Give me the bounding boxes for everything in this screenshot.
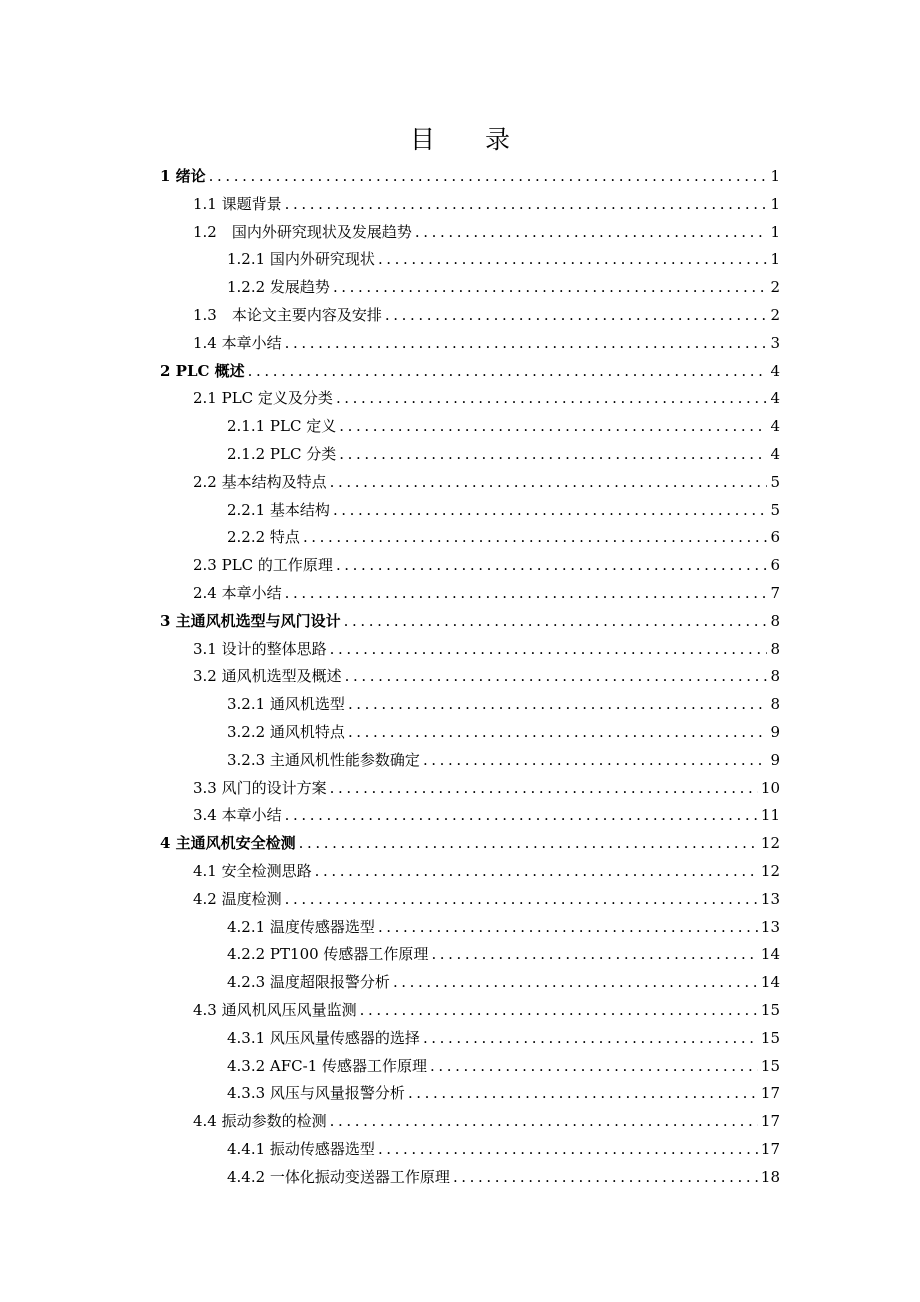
dot-leader xyxy=(431,942,757,966)
dot-leader xyxy=(336,553,768,577)
toc-entry-title: 4.3 通风机风压风量监测 xyxy=(193,1001,357,1019)
toc-entry-title: 3 主通风机选型与风门设计 xyxy=(160,611,341,630)
toc-page-number: 13 xyxy=(760,917,780,936)
dot-leader xyxy=(378,247,768,271)
toc-page-number: 4 xyxy=(770,389,780,408)
toc-page-number: 17 xyxy=(760,1084,780,1103)
dot-leader xyxy=(336,386,768,410)
toc-entry[interactable] xyxy=(160,359,780,383)
dot-leader xyxy=(285,192,768,216)
toc-entry[interactable] xyxy=(193,470,780,494)
dot-leader xyxy=(333,275,768,299)
toc-entry[interactable] xyxy=(160,831,780,855)
dot-leader xyxy=(339,414,767,438)
toc-page-number: 12 xyxy=(760,862,780,880)
toc-page-number: 11 xyxy=(760,806,780,825)
dot-leader xyxy=(248,359,768,383)
toc-entry-title: 2.1.1 PLC 定义 xyxy=(227,417,337,436)
dot-leader xyxy=(330,637,768,661)
toc-entry-title: 3.2.2 通风机特点 xyxy=(227,723,345,741)
toc-entry[interactable] xyxy=(193,581,780,605)
toc-entry-title: 3.3 风门的设计方案 xyxy=(193,778,327,797)
toc-entry[interactable] xyxy=(193,220,780,244)
toc-title: 目 录 xyxy=(409,125,510,154)
toc-entry[interactable] xyxy=(227,692,780,716)
toc-entry-title: 4.4 振动参数的检测 xyxy=(193,1112,327,1131)
toc-entry[interactable] xyxy=(193,859,780,883)
toc-page-number: 8 xyxy=(770,611,780,630)
toc-entry-title: 3.1 设计的整体思路 xyxy=(193,639,327,658)
toc-entry[interactable] xyxy=(193,664,780,688)
toc-entry-title: 2.2.1 基本结构 xyxy=(227,500,330,519)
toc-entry[interactable] xyxy=(193,303,780,327)
toc-page-number: 3 xyxy=(770,333,780,352)
toc-page-number: 4 xyxy=(770,361,780,380)
toc-entry[interactable] xyxy=(227,1137,780,1161)
dot-leader xyxy=(360,998,758,1022)
dot-leader xyxy=(378,915,758,939)
toc-entry-title: 4.4.2 一体化振动变送器工作原理 xyxy=(227,1167,450,1186)
toc-entry-title: 3.4 本章小结 xyxy=(193,806,282,825)
toc-entry-title: 4.4.1 振动传感器选型 xyxy=(227,1140,375,1158)
toc-entry-title: 2.2 基本结构及特点 xyxy=(193,472,327,491)
toc-entry-title: 1.2.2 发展趋势 xyxy=(227,278,330,297)
dot-leader xyxy=(415,220,768,244)
toc-entry-title: 3.2.1 通风机选型 xyxy=(227,695,345,714)
toc-entry[interactable] xyxy=(193,637,780,661)
toc-page-number: 1 xyxy=(770,194,780,213)
dot-leader xyxy=(378,1137,758,1161)
toc-page-number: 6 xyxy=(770,556,780,575)
toc-page-number: 2 xyxy=(770,278,780,297)
dot-leader xyxy=(285,803,758,827)
toc-page-number: 1 xyxy=(770,167,780,185)
toc-entry-title: 1 绪论 xyxy=(160,167,206,185)
dot-leader xyxy=(333,498,768,522)
toc-page-number: 9 xyxy=(770,723,780,741)
toc-entry[interactable] xyxy=(227,748,780,772)
dot-leader xyxy=(330,470,768,494)
toc-page-number: 15 xyxy=(760,1001,780,1019)
toc-page-number: 17 xyxy=(760,1140,780,1158)
toc-page-number: 18 xyxy=(760,1167,780,1186)
toc-entry[interactable] xyxy=(227,1081,780,1105)
toc-entry[interactable] xyxy=(193,553,780,577)
toc-entry-title: 2.3 PLC 的工作原理 xyxy=(193,556,333,575)
toc-page-number: 5 xyxy=(770,472,780,491)
toc-entry-title: 4.3.1 风压风量传感器的选择 xyxy=(227,1028,420,1047)
toc-entry-title: 4.3.2 AFC-1 传感器工作原理 xyxy=(227,1056,428,1075)
toc-entry[interactable] xyxy=(227,525,780,549)
toc-entry[interactable] xyxy=(227,247,780,271)
toc-entry[interactable] xyxy=(227,414,780,438)
dot-leader xyxy=(285,887,758,911)
dot-leader xyxy=(453,1165,758,1189)
toc-page-number: 8 xyxy=(770,667,780,686)
dot-leader xyxy=(209,164,768,188)
toc-entry-title: 1.2 国内外研究现状及发展趋势 xyxy=(193,222,412,241)
toc-entry-title: 1.1 课题背景 xyxy=(193,194,282,213)
toc-entry[interactable] xyxy=(227,970,780,994)
toc-entry[interactable] xyxy=(227,1026,780,1050)
dot-leader xyxy=(348,720,768,744)
toc-entry[interactable] xyxy=(193,776,780,800)
dot-leader xyxy=(344,609,768,633)
toc-entry[interactable] xyxy=(227,942,780,966)
toc-entry-title: 2.1.2 PLC 分类 xyxy=(227,445,337,463)
toc-entry-title: 4.3.3 风压与风量报警分析 xyxy=(227,1084,405,1103)
toc-entry-title: 4.2 温度检测 xyxy=(193,889,282,908)
toc-page-number: 4 xyxy=(770,445,780,463)
dot-leader xyxy=(430,1054,758,1078)
dot-leader xyxy=(330,1109,758,1133)
toc-page-number: 2 xyxy=(770,306,780,324)
toc-entry[interactable] xyxy=(227,1165,780,1189)
toc-entry-title: 4.2.1 温度传感器选型 xyxy=(227,917,375,936)
dot-leader xyxy=(408,1081,758,1105)
toc-entry[interactable] xyxy=(193,803,780,827)
toc-page-number: 14 xyxy=(760,973,780,992)
toc-page-number: 1 xyxy=(770,222,780,241)
toc-page-number: 17 xyxy=(760,1112,780,1131)
toc-page-number: 8 xyxy=(770,639,780,658)
toc-entry[interactable] xyxy=(227,1054,780,1078)
toc-entry[interactable] xyxy=(227,498,780,522)
toc-entry[interactable] xyxy=(193,1109,780,1133)
toc-page-number: 1 xyxy=(770,250,780,269)
toc-entry-title: 4 主通风机安全检测 xyxy=(160,834,296,853)
dot-leader xyxy=(299,831,758,855)
dot-leader xyxy=(330,776,758,800)
dot-leader xyxy=(423,748,768,772)
toc-page-number: 13 xyxy=(760,889,780,908)
toc-entry[interactable] xyxy=(160,609,780,633)
toc-entry-title: 2.2.2 特点 xyxy=(227,528,300,547)
toc-entry[interactable] xyxy=(227,915,780,939)
toc-page-number: 4 xyxy=(770,417,780,436)
toc-entry-title: 2.4 本章小结 xyxy=(193,584,282,602)
toc-entry[interactable] xyxy=(227,442,780,466)
toc-entry[interactable] xyxy=(193,386,780,410)
toc-page-number: 6 xyxy=(770,528,780,547)
dot-leader xyxy=(315,859,758,883)
toc-page-number: 15 xyxy=(760,1056,780,1075)
toc-entry[interactable] xyxy=(193,192,780,216)
toc-page-number: 14 xyxy=(760,945,780,964)
toc-entry-title: 2 PLC 概述 xyxy=(160,361,245,380)
toc-entry-title: 1.3 本论文主要内容及安排 xyxy=(193,306,382,324)
toc-page-number: 15 xyxy=(760,1028,780,1047)
toc-entry-title: 3.2 通风机选型及概述 xyxy=(193,667,342,686)
toc-page-number: 8 xyxy=(770,695,780,714)
toc-page-number: 5 xyxy=(770,500,780,519)
toc-entry[interactable] xyxy=(227,720,780,744)
toc-entry[interactable] xyxy=(193,331,780,355)
toc-entry-title: 1.4 本章小结 xyxy=(193,333,282,352)
toc-entry[interactable] xyxy=(193,887,780,911)
dot-leader xyxy=(393,970,758,994)
dot-leader xyxy=(285,581,768,605)
dot-leader xyxy=(303,525,768,549)
toc-entry-title: 4.2.2 PT100 传感器工作原理 xyxy=(227,945,429,964)
toc-page-number: 9 xyxy=(770,750,780,769)
dot-leader xyxy=(423,1026,758,1050)
toc-entry-title: 4.2.3 温度超限报警分析 xyxy=(227,973,390,992)
toc-entry-title: 4.1 安全检测思路 xyxy=(193,862,312,880)
dot-leader xyxy=(345,664,768,688)
toc-page-number: 10 xyxy=(760,778,780,797)
toc-page-number: 7 xyxy=(770,584,780,602)
toc-page-number: 12 xyxy=(760,834,780,853)
dot-leader xyxy=(385,303,768,327)
dot-leader xyxy=(285,331,768,355)
dot-leader xyxy=(348,692,768,716)
dot-leader xyxy=(339,442,767,466)
toc-entry-title: 3.2.3 主通风机性能参数确定 xyxy=(227,750,420,769)
toc-entry[interactable] xyxy=(227,275,780,299)
toc-entry-title: 2.1 PLC 定义及分类 xyxy=(193,389,333,408)
toc-entry[interactable] xyxy=(193,998,780,1022)
toc-entry[interactable] xyxy=(160,164,780,188)
toc-entry-title: 1.2.1 国内外研究现状 xyxy=(227,250,375,269)
